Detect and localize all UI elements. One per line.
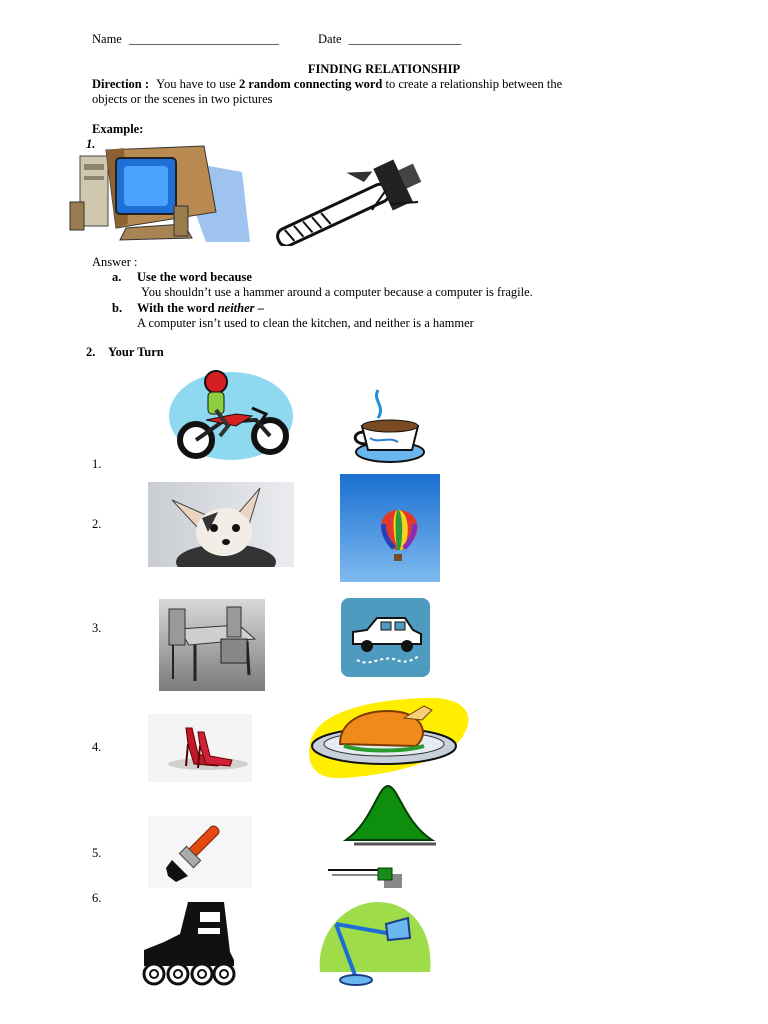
- motorbike-picture: [166, 370, 296, 464]
- answer-b-marker: b.: [112, 301, 123, 315]
- answer-b-title: [137, 301, 264, 316]
- page-title: FINDING RELATIONSHIP: [307, 62, 461, 76]
- hammer-picture: [260, 154, 440, 246]
- example-label: Example:: [92, 122, 144, 136]
- paint-brush-picture: [148, 816, 252, 888]
- example-number: 1.: [86, 137, 96, 151]
- your-turn-label: Your Turn: [108, 345, 164, 359]
- item-number-3: 3.: [92, 621, 102, 635]
- direction-text-after: to create a relationship between the: [385, 77, 563, 91]
- item-number-4: 4.: [92, 740, 102, 754]
- desk-lamp-picture: [316, 898, 434, 990]
- date-field[interactable]: [318, 32, 461, 47]
- answer-b-title-word: neither: [217, 301, 255, 315]
- coffee-cup-picture: [352, 386, 426, 466]
- car-picture: [341, 598, 430, 677]
- item-number-1: 1.: [92, 457, 102, 471]
- inline-skate-picture: [134, 898, 238, 988]
- name-label: Name: [92, 32, 122, 46]
- red-shoes-picture: [148, 714, 252, 782]
- date-label: Date: [318, 32, 342, 46]
- name-blank: ________________________: [128, 32, 279, 46]
- date-blank: __________________: [348, 32, 462, 46]
- item-number-6: 6.: [92, 891, 102, 905]
- item-number-2: 2.: [92, 517, 102, 531]
- answer-b-text: A computer isn’t used to clean the kitchen, and neither is a hammer: [137, 316, 474, 330]
- answer-a-text: You shouldn’t use a hammer around a computer because a computer is fragile.: [141, 285, 533, 299]
- line-square-picture: [328, 864, 404, 890]
- item-number-5: 5.: [92, 846, 102, 860]
- answer-label: Answer :: [92, 255, 138, 269]
- direction-label: Direction :: [92, 77, 150, 91]
- direction-line-2: objects or the scenes in two pictures: [92, 92, 273, 106]
- mountain-picture: [342, 782, 436, 846]
- answer-a-marker: a.: [112, 270, 122, 284]
- answer-b-title-post: –: [254, 301, 264, 315]
- hot-air-balloon-picture: [340, 474, 440, 582]
- answer-b-title-pre: With the word: [137, 301, 215, 315]
- name-field[interactable]: [92, 32, 279, 47]
- your-turn-marker: 2.: [86, 345, 96, 359]
- direction-bold: 2 random connecting word: [238, 77, 383, 91]
- dog-picture: [148, 482, 294, 567]
- roast-chicken-picture: [304, 694, 474, 780]
- answer-a-title: Use the word because: [137, 270, 252, 284]
- computer-picture: [66, 142, 252, 244]
- direction-text-before: You have to use: [156, 77, 236, 91]
- table-chairs-picture: [159, 599, 265, 691]
- direction-line-1: [92, 77, 692, 92]
